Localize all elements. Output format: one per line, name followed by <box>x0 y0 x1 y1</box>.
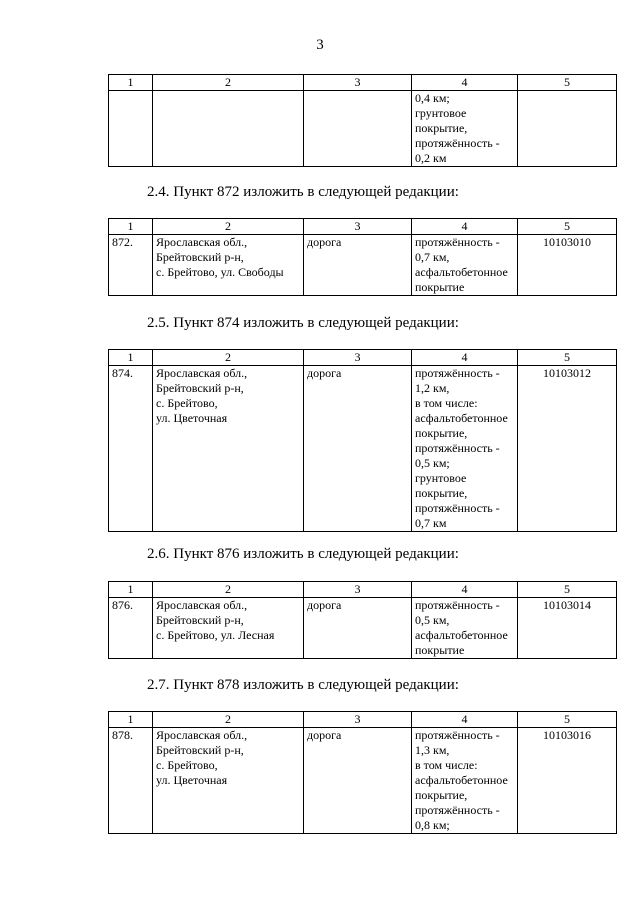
details-line: покрытие, <box>415 426 468 440</box>
header-cell: 1 <box>109 582 153 598</box>
header-cell: 3 <box>304 75 412 91</box>
details-line: грунтовое <box>415 106 467 120</box>
type-cell: дорога <box>304 728 412 834</box>
header-cell: 4 <box>412 350 518 366</box>
address-line: Брейтовский р-н, <box>156 381 244 395</box>
address-line: с. Брейтово, <box>156 396 218 410</box>
table-header-row <box>109 75 617 91</box>
code-cell: 10103012 <box>518 366 617 532</box>
address-cell <box>153 235 304 296</box>
details-cell <box>412 598 518 659</box>
details-line: асфальтобетонное <box>415 628 508 642</box>
details-line: протяжённость - <box>415 441 500 455</box>
section-heading: 2.6. Пункт 876 изложить в следующей редакции: <box>147 546 459 562</box>
number-cell: 872. <box>109 235 153 296</box>
address-line: с. Брейтово, <box>156 758 218 772</box>
header-cell: 3 <box>304 712 412 728</box>
header-cell: 3 <box>304 582 412 598</box>
number-cell: 878. <box>109 728 153 834</box>
address-line: Ярославская обл., <box>156 235 248 249</box>
address-line: Ярославская обл., <box>156 598 248 612</box>
details-line: 0,5 км, <box>415 613 450 627</box>
details-line: в том числе: <box>415 758 478 772</box>
header-cell: 4 <box>412 75 518 91</box>
address-cell <box>153 91 304 167</box>
header-cell: 2 <box>153 219 304 235</box>
address-line: Брейтовский р-н, <box>156 250 244 264</box>
address-line: Брейтовский р-н, <box>156 743 244 757</box>
table-header-row <box>109 219 617 235</box>
header-cell: 3 <box>304 350 412 366</box>
details-cell <box>412 91 518 167</box>
details-line: 0,7 км, <box>415 250 450 264</box>
details-line: асфальтобетонное <box>415 773 508 787</box>
number-cell <box>109 91 153 167</box>
details-line: в том числе: <box>415 396 478 410</box>
address-line: Брейтовский р-н, <box>156 613 244 627</box>
details-line: покрытие, <box>415 486 468 500</box>
type-cell: дорога <box>304 366 412 532</box>
header-cell: 3 <box>304 219 412 235</box>
section-heading: 2.7. Пункт 878 изложить в следующей редакции: <box>147 677 459 693</box>
details-line: протяжённость - <box>415 728 500 742</box>
code-cell: 10103014 <box>518 598 617 659</box>
details-line: 1,3 км, <box>415 743 450 757</box>
table-row <box>109 91 617 167</box>
details-cell <box>412 366 518 532</box>
header-cell: 5 <box>518 219 617 235</box>
address-line: с. Брейтово, ул. Свободы <box>156 265 284 279</box>
table-header-row <box>109 582 617 598</box>
table-header-row <box>109 350 617 366</box>
section-table <box>108 581 617 659</box>
section-heading: 2.4. Пункт 872 изложить в следующей редакции: <box>147 184 459 200</box>
details-line: 0,8 км; <box>415 818 450 832</box>
type-cell <box>304 91 412 167</box>
details-line: протяжённость - <box>415 366 500 380</box>
address-cell <box>153 598 304 659</box>
details-line: покрытие, <box>415 121 468 135</box>
header-cell: 4 <box>412 219 518 235</box>
header-cell: 5 <box>518 350 617 366</box>
table-row <box>109 728 617 834</box>
table-row <box>109 366 617 532</box>
details-line: асфальтобетонное <box>415 411 508 425</box>
header-cell: 5 <box>518 582 617 598</box>
type-cell: дорога <box>304 235 412 296</box>
code-cell <box>518 91 617 167</box>
address-line: Ярославская обл., <box>156 728 248 742</box>
number-cell: 874. <box>109 366 153 532</box>
header-cell: 1 <box>109 75 153 91</box>
details-line: протяжённость - <box>415 235 500 249</box>
address-cell <box>153 366 304 532</box>
table-row <box>109 235 617 296</box>
details-line: протяжённость - <box>415 136 500 150</box>
details-line: асфальтобетонное <box>415 265 508 279</box>
section-table <box>108 218 617 296</box>
address-cell <box>153 728 304 834</box>
section-table <box>108 349 617 532</box>
code-cell: 10103010 <box>518 235 617 296</box>
details-line: протяжённость - <box>415 598 500 612</box>
address-line: ул. Цветочная <box>156 411 228 425</box>
details-line: покрытие <box>415 280 465 294</box>
details-line: 0,4 км; <box>415 91 450 105</box>
header-cell: 4 <box>412 582 518 598</box>
details-line: 0,2 км <box>415 151 447 165</box>
details-line: 0,7 км <box>415 516 447 530</box>
table-row <box>109 598 617 659</box>
section-heading: 2.5. Пункт 874 изложить в следующей редакции: <box>147 315 459 331</box>
section-table <box>108 711 617 834</box>
continuation-table <box>108 74 617 167</box>
address-line: Ярославская обл., <box>156 366 248 380</box>
details-line: протяжённость - <box>415 501 500 515</box>
details-cell <box>412 728 518 834</box>
address-line: с. Брейтово, ул. Лесная <box>156 628 275 642</box>
code-cell: 10103016 <box>518 728 617 834</box>
details-line: покрытие <box>415 643 465 657</box>
header-cell: 4 <box>412 712 518 728</box>
type-cell: дорога <box>304 598 412 659</box>
address-line: ул. Цветочная <box>156 773 228 787</box>
header-cell: 1 <box>109 350 153 366</box>
details-line: грунтовое <box>415 471 467 485</box>
details-line: 1,2 км, <box>415 381 450 395</box>
header-cell: 1 <box>109 219 153 235</box>
table-header-row <box>109 712 617 728</box>
number-cell: 876. <box>109 598 153 659</box>
header-cell: 2 <box>153 582 304 598</box>
page-number: 3 <box>316 37 324 53</box>
header-cell: 2 <box>153 75 304 91</box>
header-cell: 2 <box>153 712 304 728</box>
header-cell: 5 <box>518 712 617 728</box>
details-line: покрытие, <box>415 788 468 802</box>
details-line: 0,5 км; <box>415 456 450 470</box>
header-cell: 1 <box>109 712 153 728</box>
header-cell: 5 <box>518 75 617 91</box>
details-line: протяжённость - <box>415 803 500 817</box>
header-cell: 2 <box>153 350 304 366</box>
details-cell <box>412 235 518 296</box>
